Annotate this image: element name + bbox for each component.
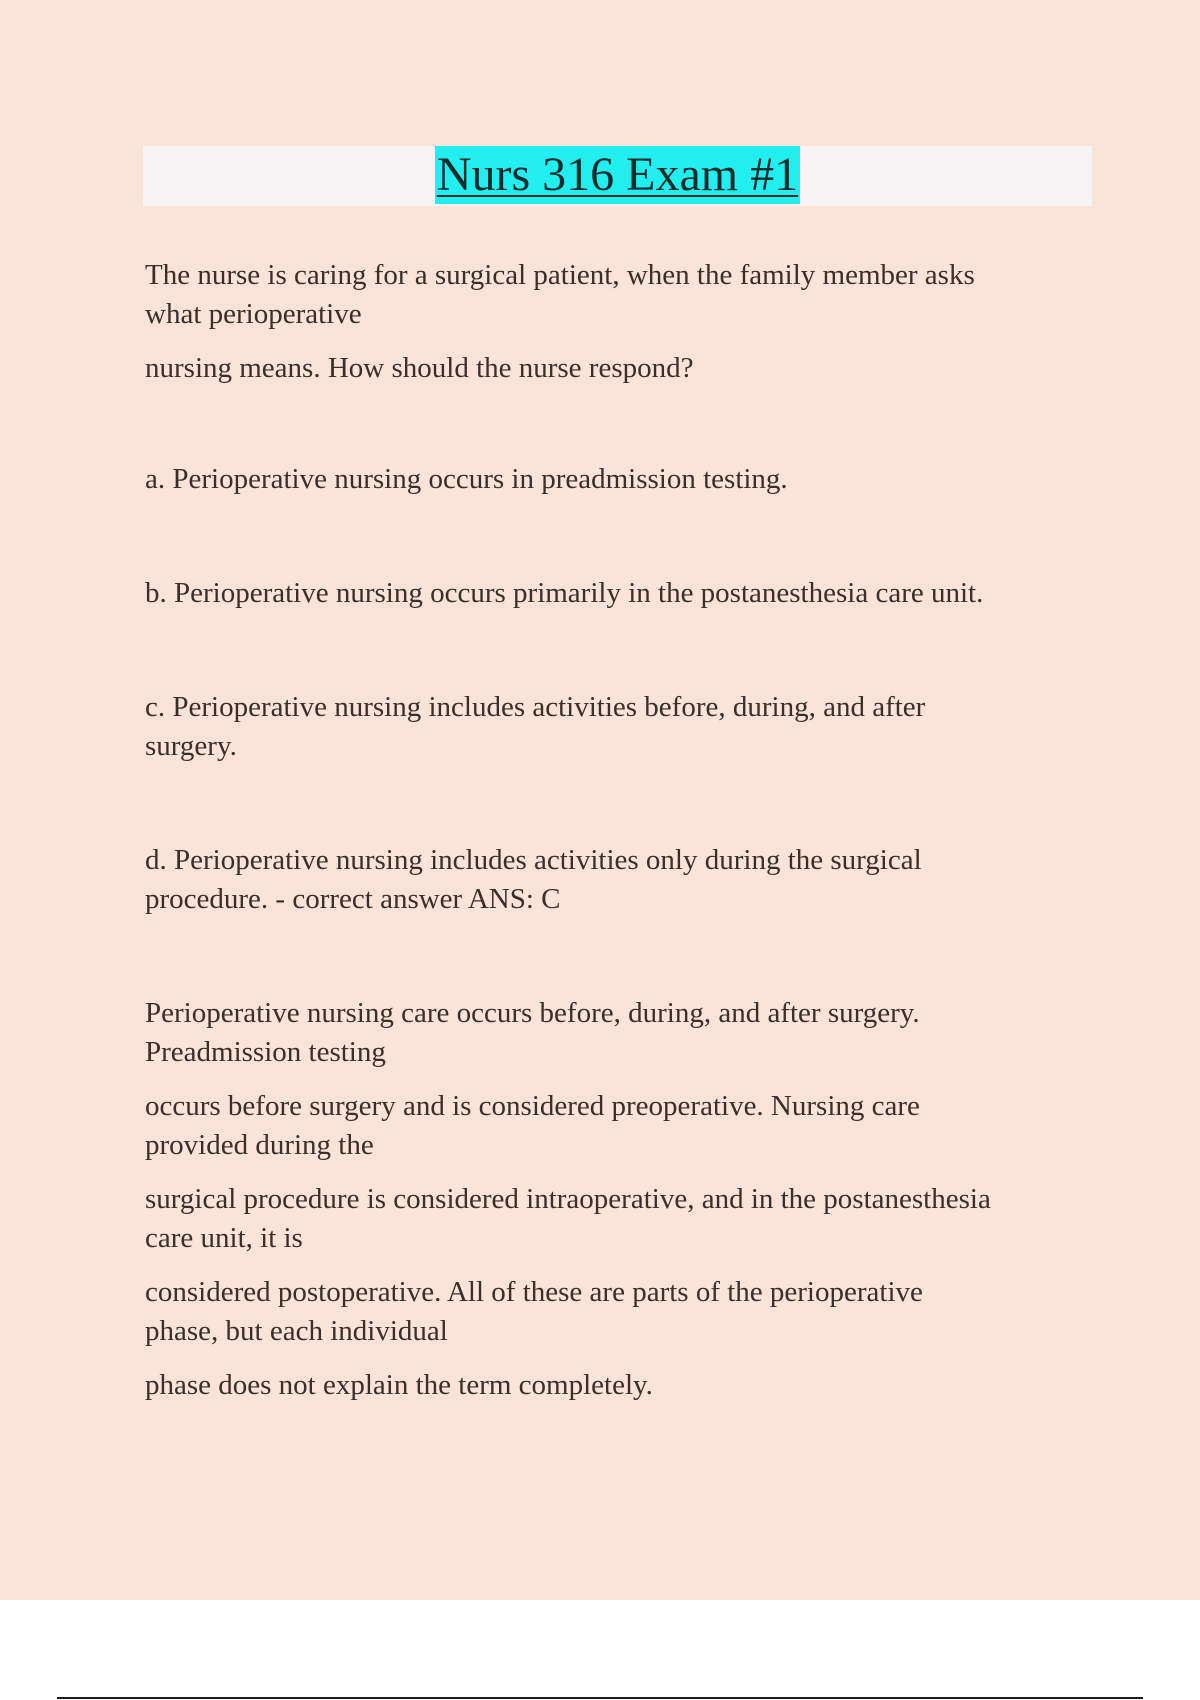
rationale-paragraph-1: Perioperative nursing care occurs before, during, and after surgery. Preadmission testing — [145, 997, 920, 1068]
option-b: b. Perioperative nursing occurs primarily in the postanesthesia care unit. — [145, 577, 984, 609]
title-bar — [143, 146, 1092, 206]
document-body — [145, 256, 1095, 1405]
rationale-paragraph-3: surgical procedure is considered intraoperative, and in the postanesthesia care unit, it is — [145, 1183, 991, 1254]
option-a: a. Perioperative nursing occurs in preadmission testing. — [145, 463, 788, 495]
rationale-paragraph-2: occurs before surgery and is considered preoperative. Nursing care provided during the — [145, 1090, 920, 1161]
option-d-with-answer: d. Perioperative nursing includes activities only during the surgical procedure. - correct answer ANS: C — [145, 844, 922, 915]
question-stem-line-1: The nurse is caring for a surgical patient, when the family member asks what perioperative — [145, 259, 975, 330]
footer-divider — [57, 1697, 1143, 1699]
rationale-paragraph-4: considered postoperative. All of these are parts of the perioperative phase, but each individual — [145, 1276, 923, 1347]
document-title: Nurs 316 Exam #1 — [435, 146, 800, 204]
question-stem-line-2: nursing means. How should the nurse respond? — [145, 352, 694, 384]
rationale-paragraph-5: phase does not explain the term completely. — [145, 1369, 653, 1401]
option-c: c. Perioperative nursing includes activities before, during, and after surgery. — [145, 691, 926, 762]
